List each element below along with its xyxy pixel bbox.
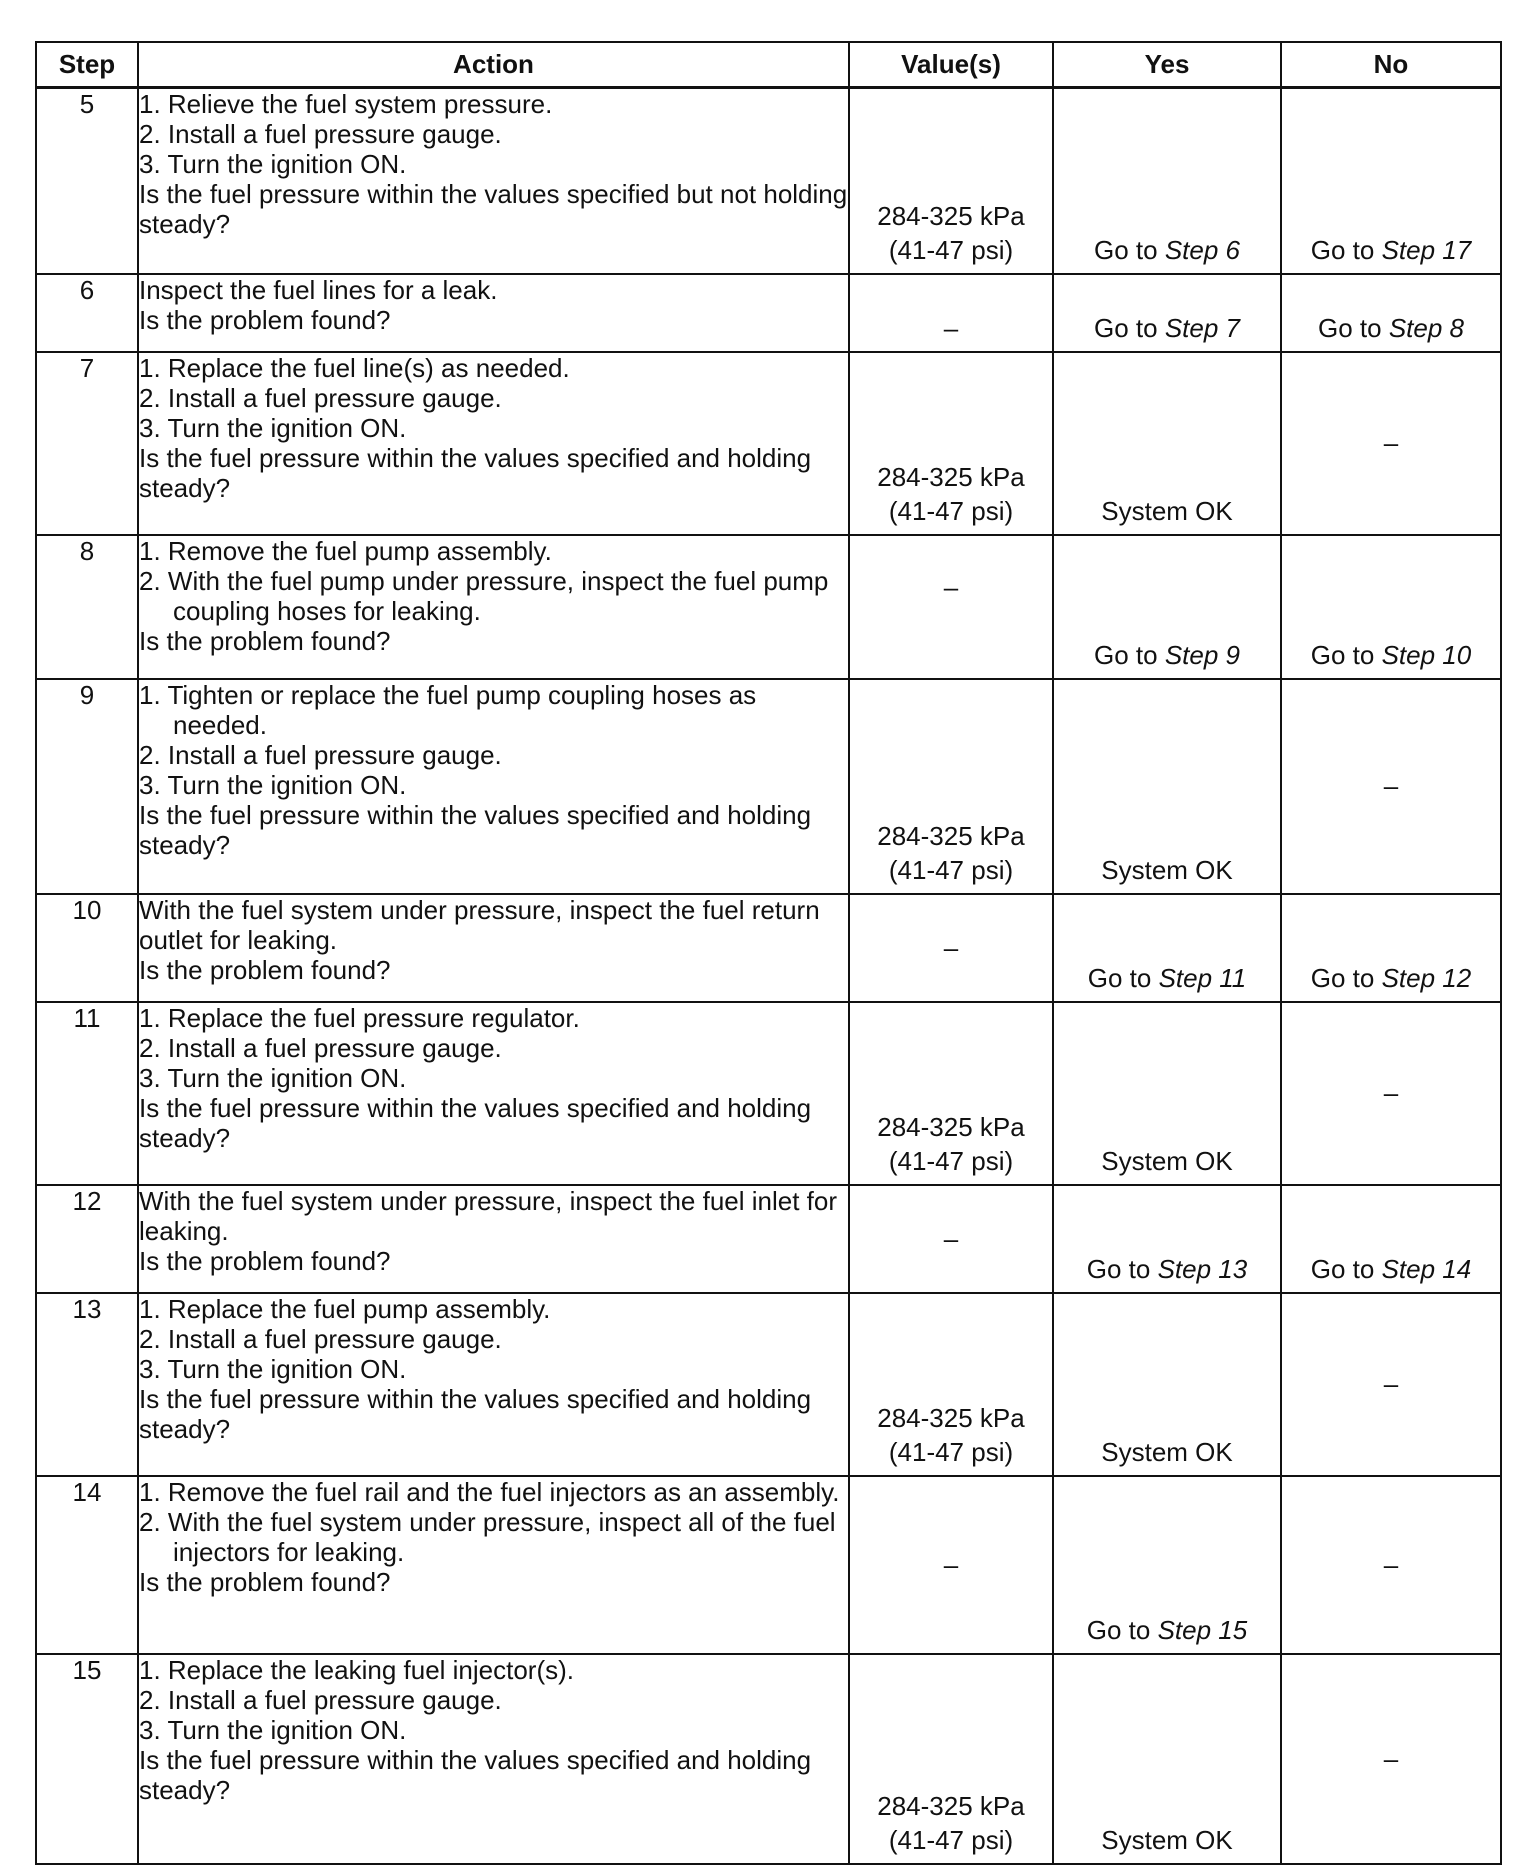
no-step-ref: Step 14 [1381,1253,1472,1284]
yes-prefix: Go to [1094,234,1165,265]
yes-result [1054,961,1280,995]
values-cell [849,1293,1053,1476]
header-step: Step [36,42,138,88]
no-cell [1281,1185,1501,1293]
no-prefix: Go to [1310,1253,1382,1284]
table-row [36,1002,1501,1185]
no-cell [1281,352,1501,535]
no-cell [1281,1654,1501,1864]
action-item: 3. Turn the ignition ON. [139,1062,407,1093]
yes-cell [1053,1654,1281,1864]
yes-result: System OK [1101,854,1233,885]
value-psi: (41-47 psi) [888,1436,1014,1467]
action-question: Is the fuel pressure within the values specified and holding steady? [139,799,812,860]
yes-result [1054,638,1280,672]
action-question: Is the problem found? [139,1245,391,1276]
action-item: 2. With the fuel system under pressure, inspect all of the fuel injectors for leaking. [139,1506,836,1567]
yes-prefix: Go to [1086,1614,1158,1645]
value-psi: (41-47 psi) [888,854,1014,885]
action-item: 2. Install a fuel pressure gauge. [139,119,502,149]
value-range [850,1401,1052,1469]
step-number: 14 [36,1476,138,1654]
yes-step-ref: Step 13 [1157,1253,1248,1284]
table-row [36,274,1501,352]
yes-prefix: Go to [1087,962,1159,993]
no-prefix: Go to [1310,234,1382,265]
yes-step-ref: Step 7 [1164,312,1240,343]
no-result [1282,311,1500,345]
action-item: 1. Replace the fuel pressure regulator. [139,1002,580,1033]
values-cell [849,274,1053,352]
value-kpa: 284-325 kPa [877,1790,1025,1821]
value-psi: (41-47 psi) [888,234,1014,265]
action-cell [138,274,849,352]
values-cell [849,352,1053,535]
no-step-ref: Step 12 [1381,962,1472,993]
value-range [850,1789,1052,1857]
yes-cell [1053,894,1281,1002]
no-prefix: Go to [1310,962,1382,993]
value-dash: – [943,571,959,602]
step-number: 15 [36,1654,138,1864]
yes-prefix: Go to [1094,639,1165,670]
yes-result [1054,1252,1280,1286]
value-range [850,460,1052,528]
action-item: 2. With the fuel pump under pressure, inspect the fuel pump coupling hoses for leaking. [139,565,829,626]
action-cell [138,1185,849,1293]
header-no: No [1281,42,1501,88]
value-psi: (41-47 psi) [888,495,1014,526]
action-cell [138,88,849,274]
table-row [36,1476,1501,1654]
no-cell [1281,1002,1501,1185]
yes-result [1054,311,1280,345]
yes-cell [1053,1002,1281,1185]
action-question: Is the problem found? [139,625,391,656]
values-cell [849,1002,1053,1185]
action-item: 1. Remove the fuel rail and the fuel injectors as an assembly. [139,1476,840,1507]
table-row [36,1185,1501,1293]
value-range [850,1110,1052,1178]
yes-step-ref: Step 15 [1157,1614,1248,1645]
yes-step-ref: Step 6 [1164,234,1240,265]
header-yes: Yes [1053,42,1281,88]
action-item: 1. Relieve the fuel system pressure. [139,89,553,119]
action-cell [138,352,849,535]
yes-result: System OK [1101,1824,1233,1855]
action-question: Is the fuel pressure within the values specified but not holding steady? [139,179,848,239]
yes-cell [1053,1185,1281,1293]
values-cell [849,88,1053,274]
action-item: With the fuel system under pressure, inspect the fuel return outlet for leaking. [139,894,820,955]
no-cell [1281,535,1501,679]
action-cell [138,894,849,1002]
no-cell [1281,679,1501,894]
step-number: 8 [36,535,138,679]
action-item: 2. Install a fuel pressure gauge. [139,1323,502,1354]
action-item: 3. Turn the ignition ON. [139,769,407,800]
value-kpa: 284-325 kPa [877,200,1025,231]
step-number: 7 [36,352,138,535]
action-question: Is the fuel pressure within the values specified and holding steady? [139,1744,812,1805]
no-step-ref: Step 17 [1381,234,1472,265]
action-item: 1. Remove the fuel pump assembly. [139,535,552,566]
yes-cell [1053,352,1281,535]
value-kpa: 284-325 kPa [877,820,1025,851]
no-prefix: Go to [1310,639,1382,670]
value-kpa: 284-325 kPa [877,461,1025,492]
values-cell [849,894,1053,1002]
yes-cell [1053,535,1281,679]
value-psi: (41-47 psi) [888,1824,1014,1855]
value-range [850,819,1052,887]
yes-cell [1053,274,1281,352]
action-item: 3. Turn the ignition ON. [139,1353,407,1384]
yes-result: System OK [1101,1145,1233,1176]
table-row [36,1293,1501,1476]
action-item: 2. Install a fuel pressure gauge. [139,1032,502,1063]
values-cell [849,1654,1053,1864]
value-dash: – [943,312,959,343]
action-question: Is the fuel pressure within the values specified and holding steady? [139,1092,812,1153]
action-item: 3. Turn the ignition ON. [139,1714,407,1745]
action-question: Is the problem found? [139,304,391,335]
action-item: 2. Install a fuel pressure gauge. [139,739,502,770]
no-dash: – [1383,1743,1399,1773]
action-item: 1. Replace the leaking fuel injector(s). [139,1654,575,1685]
values-cell [849,1476,1053,1654]
step-number: 11 [36,1002,138,1185]
action-item: 3. Turn the ignition ON. [139,149,407,179]
yes-cell [1053,679,1281,894]
action-item: 2. Install a fuel pressure gauge. [139,1684,502,1715]
no-step-ref: Step 8 [1388,312,1464,343]
value-range [850,199,1052,267]
yes-cell [1053,88,1281,274]
no-dash: – [1383,427,1399,458]
action-item: 1. Replace the fuel line(s) as needed. [139,352,570,383]
action-question: Is the fuel pressure within the values specified and holding steady? [139,442,812,503]
table-row [36,894,1501,1002]
action-cell [138,535,849,679]
action-item: With the fuel system under pressure, inspect the fuel inlet for leaking. [139,1185,838,1246]
header-values: Value(s) [849,42,1053,88]
yes-result: System OK [1101,495,1233,526]
value-kpa: 284-325 kPa [877,1111,1025,1142]
yes-result [1054,233,1280,267]
action-question: Is the problem found? [139,1566,391,1597]
yes-result [1054,1613,1280,1647]
action-cell [138,1293,849,1476]
value-kpa: 284-325 kPa [877,1402,1025,1433]
no-cell [1281,1293,1501,1476]
yes-cell [1053,1293,1281,1476]
step-number: 9 [36,679,138,894]
no-cell [1281,274,1501,352]
table-row [36,679,1501,894]
step-number: 12 [36,1185,138,1293]
value-psi: (41-47 psi) [888,1145,1014,1176]
no-dash: – [1383,1077,1399,1108]
value-dash: – [943,932,959,962]
no-dash: – [1383,770,1399,801]
yes-cell [1053,1476,1281,1654]
action-cell [138,1654,849,1864]
header-action: Action [138,42,849,88]
action-item: 1. Replace the fuel pump assembly. [139,1293,551,1324]
values-cell [849,679,1053,894]
no-dash: – [1383,1368,1399,1399]
values-cell [849,1185,1053,1293]
no-dash: – [1383,1549,1399,1579]
action-cell [138,679,849,894]
action-item: 2. Install a fuel pressure gauge. [139,382,502,413]
action-item: 1. Tighten or replace the fuel pump coupling hoses as needed. [139,679,757,740]
step-number: 5 [36,88,138,274]
no-cell [1281,1476,1501,1654]
action-question: Is the fuel pressure within the values specified and holding steady? [139,1383,812,1444]
table-row [36,88,1501,274]
action-cell [138,1476,849,1654]
step-number: 6 [36,274,138,352]
step-number: 13 [36,1293,138,1476]
yes-prefix: Go to [1094,312,1165,343]
no-cell [1281,894,1501,1002]
action-cell [138,1002,849,1185]
diagnostic-table [35,41,1502,1865]
step-number: 10 [36,894,138,1002]
table-row [36,1654,1501,1864]
no-prefix: Go to [1318,312,1389,343]
value-dash: – [943,1223,959,1253]
header-row [36,42,1501,88]
no-result [1282,233,1500,267]
action-item: 3. Turn the ignition ON. [139,412,407,443]
value-dash: – [943,1549,959,1579]
table-row [36,352,1501,535]
action-item: Inspect the fuel lines for a leak. [139,274,498,305]
action-question: Is the problem found? [139,954,391,985]
no-result [1282,1252,1500,1286]
no-cell [1281,88,1501,274]
yes-prefix: Go to [1086,1253,1158,1284]
table-row [36,535,1501,679]
no-result [1282,961,1500,995]
yes-step-ref: Step 11 [1158,962,1247,993]
yes-result: System OK [1101,1436,1233,1467]
values-cell [849,535,1053,679]
no-step-ref: Step 10 [1381,639,1472,670]
yes-step-ref: Step 9 [1164,639,1240,670]
no-result [1282,638,1500,672]
